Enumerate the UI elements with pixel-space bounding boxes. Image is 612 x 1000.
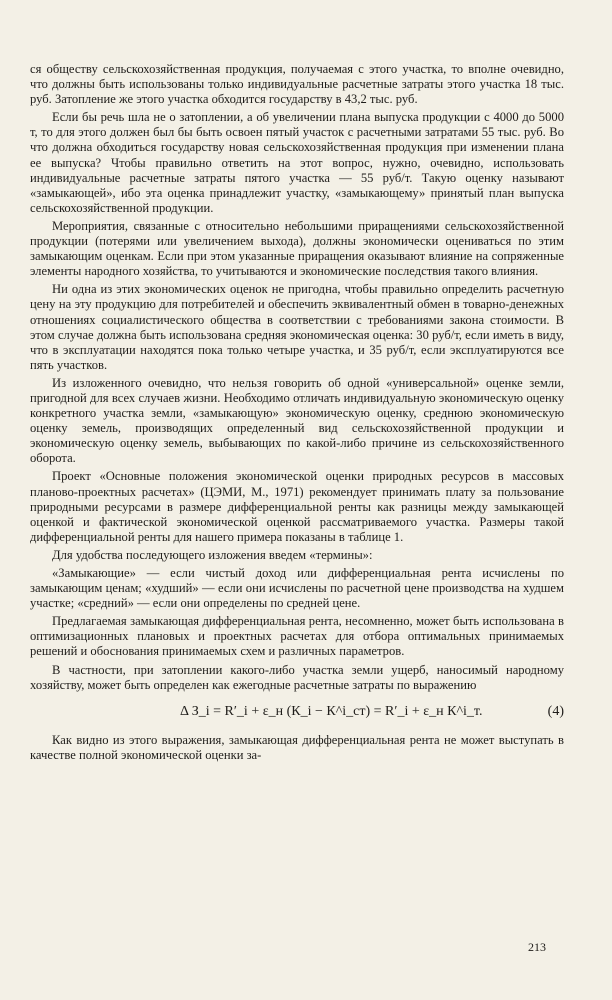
- formula-expression: Δ З_i = R′_i + ε_н (К_i − К^i_ст) = R′_i + ε_н К^i_т.: [180, 703, 483, 719]
- paragraph: Если бы речь шла не о затоплении, а об увеличении плана выпуска продукции с 4000 до 5000 т, то для этого должен был бы быть освоен пятый участок с расчетными затратами 55 тыс. руб. Во что должна обходиться государству новая сельскохозяйственная продукция при изменении плана ее выпуска? Чтобы правильно ответить на этот вопрос, нужно, очевидно, использовать индивидуальные расчетные затраты пятого участка — 55 руб/т. Такую оценку называют «замыкающей», ибо эта оценка принадлежит участку, «замыкающему» принятый план выпуска сельскохозяйственной продукции.: [30, 110, 564, 215]
- paragraph: Мероприятия, связанные с относительно небольшими приращениями сельскохозяйственной продукции (потерями или увеличением выхода), должны экономически оцениваться по этим замыкающим оценкам. Если при этом указанные приращения оказывают влияние на сопряженные элементы народного хозяйства, то учитываются и экономические последствия такого влияния.: [30, 218, 564, 279]
- formula-block: [30, 697, 564, 727]
- paragraph: ся обществу сельскохозяйственная продукция, получаемая с этого участка, то вполне очевидно, что должны быть использованы только индивидуальные расчетные затраты этого участка 18 тыс. руб. Затопление же этого участка обходится государству в 43,2 тыс. руб.: [30, 62, 564, 107]
- paragraph: Предлагаемая замыкающая дифференциальная рента, несомненно, может быть использована в оптимизационных плановых и проектных расчетах для отбора оптимальных принимаемых решений и обоснования принимаемых схем и различных параметров.: [30, 614, 564, 659]
- paragraph: Для удобства последующего изложения введем «термины»:: [52, 547, 373, 562]
- paragraph: «Замыкающие» — если чистый доход или дифференциальная рента исчислены по замыкающим ценам; «худший» — если они исчислены по расчетной цене производства на худшем участке; «средний» — если они определены по средней цене.: [30, 566, 564, 611]
- formula-number: (4): [547, 703, 564, 719]
- paragraph: Из изложенного очевидно, что нельзя говорить об одной «универсальной» оценке земли, пригодной для всех случаев жизни. Необходимо отличать индивидуальную экономическую оценку конкретного участка земли, «замыкающую» экономическую оценку, среднюю экономическую оценку земель, производящих определенный вид сельскохозяйственной продукции и экономическую оценку земель, выбывающих по какой-либо причине из сельскохозяйственного оборота.: [30, 375, 564, 466]
- page-number: 213: [528, 940, 546, 954]
- page-body: [30, 62, 564, 766]
- paragraph: В частности, при затоплении какого-либо участка земли ущерб, наносимый народному хозяйству, может быть определен как ежегодные расчетные затраты по выражению: [30, 662, 564, 692]
- paragraph: Ни одна из этих экономических оценок не пригодна, чтобы правильно определить расчетную цену на эту продукцию для потребителей и обеспечить эквивалентный обмен в товарно-денежных отношениях социалистического общества в соответствии с требованиями закона стоимости. В этом случае должна быть использована средняя экономическая оценка: 30 руб/т, если иметь в виду, что в эксплуатации находятся пока только четыре участка, и 35 руб/т, если эксплуатируются все пять участков.: [30, 282, 564, 372]
- paragraph: Проект «Основные положения экономической оценки природных ресурсов в массовых планово-проектных расчетах» (ЦЭМИ, М., 1971) рекомендует принимать плату за пользование природными ресурсами в размере дифференциальной ренты как разницы между замыкающей оценкой и фактической экономической оценкой рассматриваемого участка. Размеры такой дифференциальной ренты для нашего примера показаны в таблице 1.: [30, 469, 564, 544]
- paragraph: Как видно из этого выражения, замыкающая дифференциальная рента не может выступать в качестве полной экономической оценки за-: [30, 732, 564, 762]
